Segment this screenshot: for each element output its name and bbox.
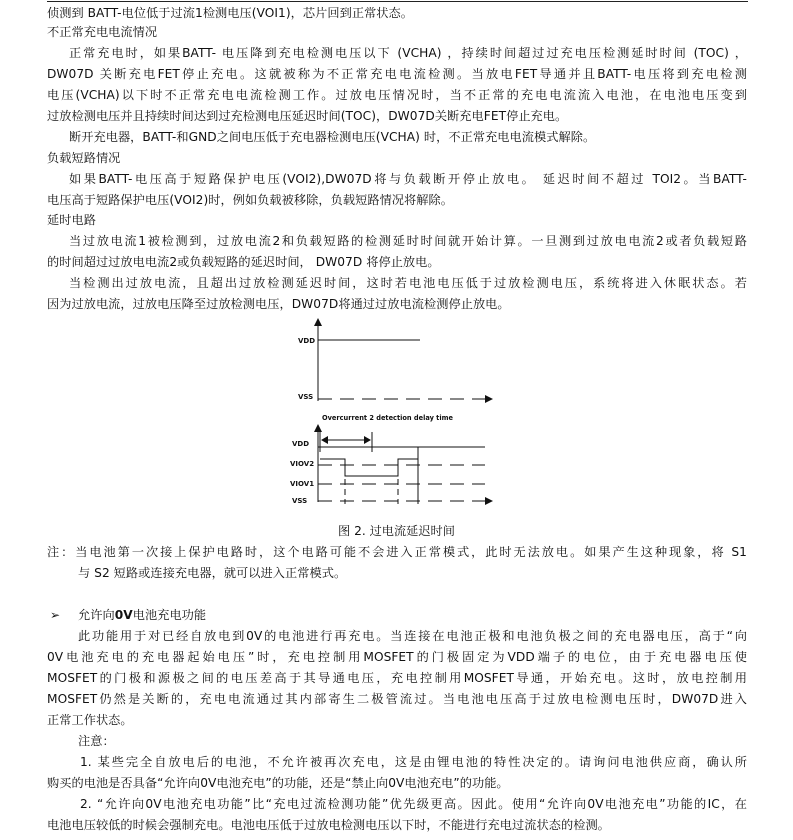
overcurrent-delay-timing-diagram — [280, 314, 510, 514]
paragraph-line: 电池电压较低的时候会强制充电。电池电压低于过放电检测电压以下时，不能进行充电过流状态的检测。 — [47, 818, 610, 832]
section-heading-0v-charge — [78, 606, 747, 624]
heading-text-bold: 0V — [114, 608, 133, 622]
paragraph-line: 0V电池充电的充电器起始电压”时，充电控制用MOSFET的门极固定为VDD端子的电位，由于充电器电压使 — [47, 650, 747, 664]
heading-abnormal-charge-current: 不正常充电电流情况 — [47, 25, 158, 39]
heading-delay-circuit: 延时电路 — [47, 213, 96, 227]
label-top-vss: VSS — [298, 393, 314, 401]
paragraph-line: 断开充电器，BATT-和GND之间电压低于充电器检测电压(VCHA) 时，不正常充电电流模式解除。 — [69, 130, 596, 144]
label-viov2: VIOV2 — [290, 460, 315, 468]
note-line: 注：当电池第一次接上保护电路时，这个电路可能不会进入正常模式，此时无法放电。如果产生这种现象，将 S1 — [47, 545, 747, 559]
heading-text-post: 电池充电功能 — [132, 608, 207, 622]
delay-arrow-head-right — [364, 436, 371, 444]
note-heading: 注意： — [78, 734, 115, 748]
paragraph-line: 电压(VCHA)以下时不正常充电电流检测工作。过放电压情况时，当不正常的充电电流流入电池，在电池电压变到 — [47, 88, 747, 102]
note-item-1: 1. 某些完全自放电后的电池，不允许被再次充电，这是由锂电池的特性决定的。请询问电池供应商，确认所 — [80, 755, 747, 769]
heading-text-pre: 允许向 — [78, 608, 115, 622]
paragraph-line: 正常充电时，如果BATT- 电压降到充电检测电压以下 (VCHA) ，持续时间超过过充电压检测延时时间 (TOC) ， — [69, 46, 747, 60]
bottom-x-axis-arrow — [485, 497, 493, 505]
paragraph-line: 正常工作状态。 — [47, 713, 133, 727]
figure-caption: 图 2. 过电流延迟时间 — [338, 524, 455, 538]
note-line: 与 S2 短路或连接充电器，就可以进入正常模式。 — [78, 566, 347, 580]
output-signal — [320, 459, 418, 476]
paragraph-line: 的时间超过过放电电流2或负载短路的延迟时间， DW07D 将停止放电。 — [47, 255, 440, 269]
paragraph-line: 当检测出过放电流，且超出过放检测延迟时间，这时若电池电压低于过放检测电压，系统将进入休眠状态。若 — [69, 276, 747, 290]
top-rule — [47, 1, 748, 2]
paragraph-line: 如果BATT-电压高于短路保护电压(VOI2),DW07D将与负载断开停止放电。 延迟时间不超过 TOI2。当BATT- — [69, 172, 747, 186]
paragraph-line: MOSFET的门极和源极之间的电压差高于其导通电压，充电控制用MOSFET导通，开始充电。这时，放电控制用 — [47, 671, 747, 685]
heading-load-short-circuit: 负载短路情况 — [47, 151, 121, 165]
label-bottom-vdd: VDD — [292, 440, 310, 448]
label-delay-time: Overcurrent 2 detection delay time — [322, 414, 453, 422]
paragraph-line: 当过放电流1被检测到，过放电流2和负载短路的检测延时时间就开始计算。一旦测到过放电电流2或者负载短路 — [69, 234, 747, 248]
paragraph-line: 侦测到 BATT-电位低于过流1检测电压(VOI1)，芯片回到正常状态。 — [47, 6, 414, 20]
paragraph-line: 电压高于短路保护电压(VOI2)时，例如负载被移除，负载短路情况将解除。 — [47, 193, 453, 207]
paragraph-line: 过放检测电压并且持续时间达到过充检测电压延迟时间(TOC)，DW07D关断充电FET停止充电。 — [47, 109, 568, 123]
label-top-vdd: VDD — [298, 337, 316, 345]
delay-arrow-head-left — [321, 436, 328, 444]
bottom-y-axis-arrow — [314, 424, 322, 432]
paragraph-line: DW07D 关断充电FET停止充电。这就被称为不正常充电电流检测。当放电FET导通并且BATT-电压将到充电检测 — [47, 67, 747, 81]
paragraph-line: 因为过放电流，过放电压降至过放检测电压，DW07D将通过过放电流检测停止放电。 — [47, 297, 510, 311]
paragraph-line: MOSFET仍然是关断的，充电电流通过其内部寄生二极管流过。当电池电压高于过放电检测电压时，DW07D进入 — [47, 692, 747, 706]
bullet-arrow-icon: ➢ — [50, 608, 61, 622]
note-item-2: 2. “允许向0V电池充电功能”比“充电过流检测功能”优先级更高。因此。使用“允许向0V电池充电”功能的IC，在 — [80, 797, 747, 811]
paragraph-line: 此功能用于对已经自放电到0V的电池进行再充电。当连接在电池正极和电池负极之间的充电器电压，高于“向 — [78, 629, 747, 643]
top-y-axis-arrow — [314, 318, 322, 326]
label-bottom-vss: VSS — [292, 497, 308, 505]
label-viov1: VIOV1 — [290, 480, 315, 488]
top-x-axis-arrow — [485, 395, 493, 403]
paragraph-line: 购买的电池是否具备“允许向0V电池充电”的功能，还是“禁止向0V电池充电”的功能。 — [47, 776, 509, 790]
